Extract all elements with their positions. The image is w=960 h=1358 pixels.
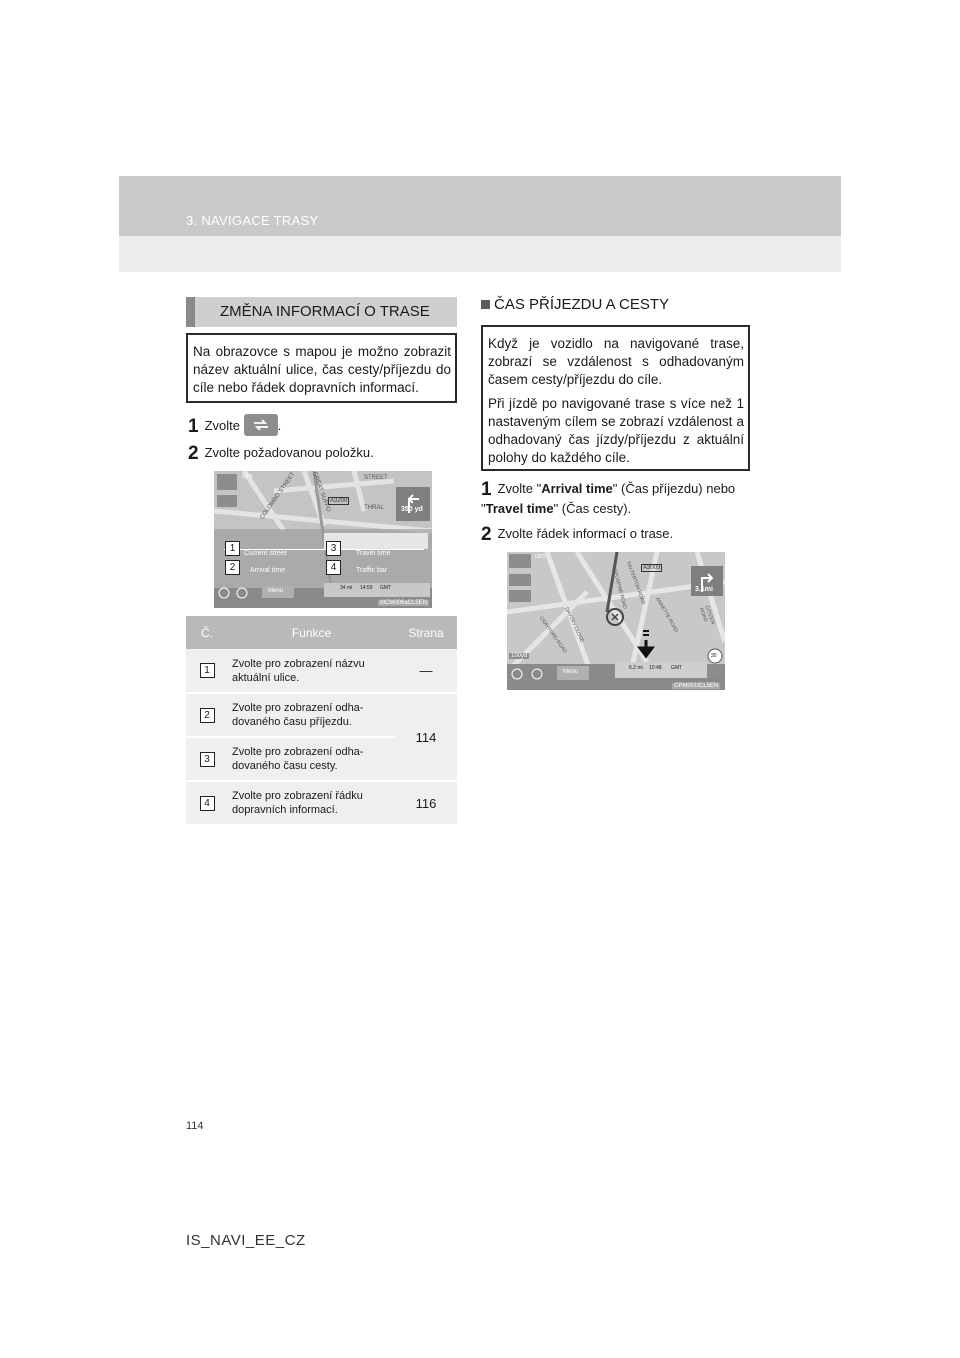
- status-timezone: GMT: [671, 665, 683, 671]
- travel-time-label: Travel time: [485, 501, 554, 516]
- map-scale: 100yd: [511, 653, 528, 659]
- step-number: 2: [188, 443, 199, 464]
- screen-caption: CPM001fCL5EN: [674, 683, 719, 689]
- route-info-button: [244, 414, 278, 436]
- info-paragraph-2: Při jízdě po navigované trase s více než 1 nastaveným cílem se zobrazí vzdálenost a odhadovaný čas jízdy/příjezdu z aktuální polohy do každého cíle.: [488, 396, 744, 465]
- row-number: 1: [200, 663, 215, 678]
- left-step-2: [188, 443, 374, 465]
- status-distance: 6.2 mi: [629, 665, 643, 671]
- status-timezone: GMT: [380, 585, 392, 591]
- map-street-label: CITIZEN ROAD: [697, 604, 716, 626]
- row-description: Zvolte pro zobrazení názvu aktuální ulice.: [228, 649, 395, 693]
- row-number: 4: [200, 796, 215, 811]
- turn-distance: 350 yd: [401, 506, 423, 513]
- step-text: " (Čas cesty).: [553, 501, 632, 516]
- col-header-number: Č.: [186, 616, 228, 649]
- intro-text: Na obrazovce s mapou je možno zobrazit název aktuální ulice, čas cesty/příjezdu do cíle nebo řádek dopravních informací.: [193, 344, 451, 395]
- page-number: 114: [186, 1120, 204, 1132]
- map-street-label: ANNETTE ROAD: [654, 596, 679, 634]
- step-text: Zvolte: [204, 418, 240, 433]
- screen-caption: MCM006aCL5EN: [380, 600, 428, 606]
- step-text: Zvolte ": [497, 481, 542, 496]
- status-time: 14:59: [360, 585, 373, 591]
- table-row: [186, 649, 457, 693]
- step-number: 2: [481, 524, 492, 545]
- map-street-label: COLOMBO STREET: [259, 471, 297, 521]
- section-marker: [186, 297, 195, 327]
- callout-4: 4: [326, 560, 341, 575]
- current-street-button: Current street: [244, 550, 287, 557]
- nav-screen-route-info: [214, 471, 432, 608]
- table-row: [186, 693, 457, 737]
- step-number: 1: [188, 416, 199, 437]
- info-box: [481, 325, 750, 471]
- row-page: —: [395, 649, 457, 693]
- col-header-function: Funkce: [228, 616, 395, 649]
- document-code: IS_NAVI_EE_CZ: [186, 1232, 306, 1249]
- chapter-title: 3. NAVIGACE TRASY: [186, 213, 319, 228]
- nav-screen-route-line: [507, 552, 725, 690]
- menu-label: Menu: [268, 588, 284, 594]
- row-number: 3: [200, 752, 215, 767]
- map-street-label: CRAYFORD ROAD: [537, 615, 568, 655]
- traffic-bar-button: Traffic bar: [356, 567, 388, 574]
- step-text: Zvolte požadovanou položku.: [204, 445, 374, 460]
- callout-2: 2: [225, 560, 240, 575]
- route-swap-icon: [252, 418, 270, 432]
- row-description: Zvolte pro zobrazení odha-dovaného času příjezdu.: [228, 693, 395, 737]
- gps-label: GPS: [535, 554, 546, 560]
- map-street-label: GREAT SUFFO: [311, 471, 332, 513]
- step-text: Zvolte řádek informací o trase.: [497, 526, 674, 541]
- map-street-label: SALTERTON ROAD: [625, 560, 647, 606]
- right-step-2: [481, 524, 673, 546]
- step-suffix: .: [277, 418, 282, 433]
- row-number: 2: [200, 708, 215, 723]
- row-description: Zvolte pro zobrazení řádku dopravních informací.: [228, 781, 395, 825]
- row-description: Zvolte pro zobrazení odha-dovaného času cesty.: [228, 737, 395, 781]
- arrival-time-button: Arrival time: [250, 567, 286, 574]
- callout-3: 3: [326, 541, 341, 556]
- map-street-label: STREET: [364, 475, 388, 481]
- menu-label: Menu: [563, 669, 579, 675]
- info-paragraph-1: Když je vozidlo na navigované trase, zobrazí se vzdálenost s odhadovaným časem cesty/příjezdu do cíle.: [488, 336, 744, 387]
- status-distance: 34 mi: [340, 585, 353, 591]
- function-table: [186, 616, 457, 826]
- map-street-label: EPUSPINE ROAD: [611, 568, 628, 610]
- col-header-page: Strana: [395, 616, 457, 649]
- callout-1: 1: [225, 541, 240, 556]
- step-number: 1: [481, 479, 492, 500]
- intro-box: [186, 333, 457, 403]
- map-street-label: THRAL: [364, 505, 384, 511]
- arrival-time-label: Arrival time: [541, 481, 613, 496]
- section-heading-route-info: [186, 297, 457, 327]
- section-title: ZMĚNA INFORMACÍ O TRASE: [220, 303, 430, 320]
- square-bullet-icon: [481, 300, 490, 309]
- travel-time-button: Travel time: [356, 550, 391, 557]
- road-number: A3003: [643, 565, 661, 571]
- row-page: 116: [395, 781, 457, 825]
- right-step-1: [481, 479, 749, 518]
- status-time: 10:48: [649, 665, 662, 671]
- speed-limit: 30: [711, 653, 717, 659]
- gps-label: GPS: [242, 474, 253, 480]
- road-number: A3200: [330, 498, 348, 504]
- row-page: 114: [395, 693, 457, 781]
- map-street-label: DAYTRY CLOSE: [563, 606, 585, 644]
- table-row: [186, 781, 457, 825]
- sub-heading-arrival-travel: [481, 296, 669, 313]
- left-step-1: [188, 414, 281, 438]
- turn-distance: 3.1mi: [695, 586, 713, 593]
- step-text: " (Čas příjezdu) nebo ": [481, 481, 736, 516]
- sub-heading-text: ČAS PŘÍJEZDU A CESTY: [494, 296, 670, 313]
